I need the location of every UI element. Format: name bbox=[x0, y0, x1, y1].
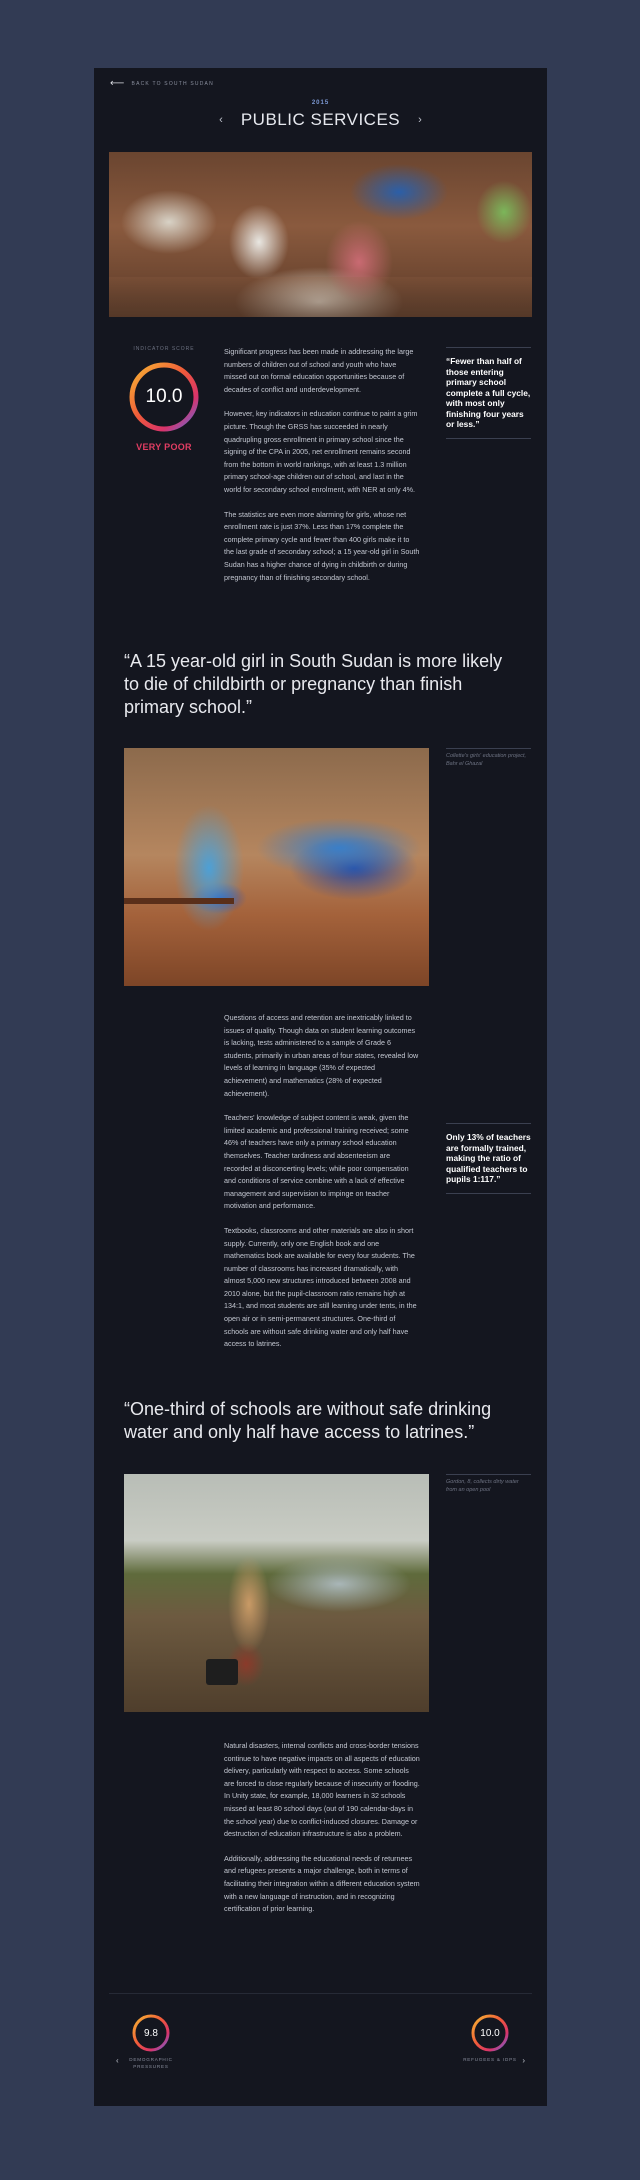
score-value: 10.0 bbox=[145, 386, 183, 407]
paragraph: Natural disasters, internal conflicts and cross-border tensions continue to have negative impacts on all aspects of education delivery, particularly with respect to access. Some schools are forced to close regularly because of insecurity or flooding. In Unity state, for example, 18,000 learners in 32 schools missed at least 80 school days (out of 190 calendar-days in the school year) due to conflict-induced closures. Damage or destruction of education infrastructure is also a problem. bbox=[224, 1741, 420, 1839]
large-quote-1: “A 15 year-old girl in South Sudan is more likely to die of childbirth or pregnancy than finish primary school.” bbox=[124, 651, 503, 717]
photo-girls-classroom bbox=[124, 748, 429, 986]
indicator-score bbox=[124, 346, 204, 452]
chevron-right-icon[interactable]: › bbox=[522, 2056, 525, 2065]
mini-score-gauge bbox=[131, 2013, 171, 2053]
next-section-chevron[interactable]: › bbox=[418, 114, 422, 126]
back-link-label: BACK TO SOUTH SUDAN bbox=[131, 81, 214, 87]
pull-quote-2: Only 13% of teachers are formally trained, making the ratio of qualified teachers to pupils 1:117.” bbox=[446, 1123, 531, 1194]
footer-next-value: 10.0 bbox=[480, 2027, 500, 2039]
prev-section-chevron[interactable]: ‹ bbox=[219, 114, 223, 126]
footer-next-label: REFUGEES & IDPS bbox=[463, 2057, 517, 2062]
mini-score-gauge bbox=[470, 2013, 510, 2053]
footer-prev-indicator[interactable] bbox=[116, 2013, 186, 2070]
hero-image-classroom bbox=[109, 152, 532, 317]
footer-prev-label: DEMOGRAPHIC PRESSURES bbox=[129, 2057, 173, 2069]
paragraph: However, key indicators in education continue to paint a grim picture. Though the GRSS has succeeded in nearly quadrupling gross enrollment in primary school since the signing of the CPA in 2005, net enrollment remains second from the bottom in world rankings, with at least 1.3 million primary school-age children out of school, and last in the world for secondary school enrolment, with NER at only 4%. bbox=[224, 409, 418, 494]
chevron-left-icon[interactable]: ‹ bbox=[116, 2056, 119, 2065]
footer-prev-value: 9.8 bbox=[144, 2027, 158, 2039]
footer-next-indicator[interactable] bbox=[455, 2013, 525, 2064]
paragraph: Significant progress has been made in addressing the large numbers of children out of school and youth who have missed out on formal education opportunities because of decades of conflict and underdevelopment. bbox=[224, 347, 414, 394]
paragraph: Teachers' knowledge of subject content is weak, given the limited academic and professional training received; some 46% of teachers have only a primary school education themselves. Teacher tardiness and absenteeism are recorded at disconcerting levels; while poor compensation and conditions of service combine with a lack of effective management and supervision to impinge on teacher motivation and performance. bbox=[224, 1113, 409, 1211]
paragraph: Textbooks, classrooms and other materials are also in short supply. Currently, only one English book and one mathematics book are available for every four students. The number of classrooms has increased dramatically, with almost 5,000 new structures introduced between 2008 and 2010 alone, but the pupil-classroom ratio remains high at 134:1, and most students are still learning under tents, in the open air or in semi-permanent structures. One-third of schools are without safe drinking water and only half have access to latrines. bbox=[224, 1225, 417, 1349]
photo-boy-water bbox=[124, 1474, 429, 1712]
section-2-text bbox=[224, 1012, 420, 1351]
indicator-score-label: INDICATOR SCORE bbox=[133, 346, 195, 352]
footer-divider bbox=[109, 1993, 532, 1994]
score-rating: VERY POOR bbox=[136, 442, 192, 452]
article-panel bbox=[94, 68, 547, 2106]
large-quote-2: “One-third of schools are without safe drinking water and only half have access to latrines.” bbox=[124, 1399, 492, 1442]
year-label: 2015 bbox=[311, 100, 330, 106]
back-link[interactable] bbox=[110, 80, 214, 88]
section-3-text bbox=[224, 1740, 420, 1916]
title-row bbox=[94, 110, 547, 130]
pull-quote-1: “Fewer than half of those entering primary school complete a full cycle, with most only finishing four years or less.” bbox=[446, 347, 531, 439]
photo-2-caption: Gordon, 8, collects dirty water from an open pool bbox=[446, 1474, 531, 1494]
paragraph: Additionally, addressing the educational needs of returnees and refugees presents a major challenge, both in terms of facilitating their integration within a different education system with a new language of instruction, and in recognizing certification of prior learning. bbox=[224, 1853, 420, 1914]
score-gauge bbox=[127, 360, 201, 434]
arrow-left-icon: ⟵ bbox=[110, 78, 126, 89]
section-1-text bbox=[224, 346, 420, 584]
page-title: PUBLIC SERVICES bbox=[240, 110, 401, 129]
paragraph: The statistics are even more alarming for girls, whose net enrollment rate is just 37%. Less than 17% complete the complete primary cycle and fewer than 400 girls make it to the last grade of secondary school; a 15 year-old girl in South Sudan has a higher chance of dying in childbirth or during pregnancy than of finishing secondary school. bbox=[224, 509, 420, 582]
paragraph: Questions of access and retention are inextricably linked to issues of quality. Though data on student learning outcomes is lacking, tests administered to a sample of Grade 6 students, primarily in urban areas of four states, revealed low levels of learning in language (35% of expected achievement) and mathematics (28% of expected achievement). bbox=[224, 1013, 419, 1098]
photo-1-caption: Collette's girls' education project, Bahr el Ghazal bbox=[446, 748, 531, 768]
